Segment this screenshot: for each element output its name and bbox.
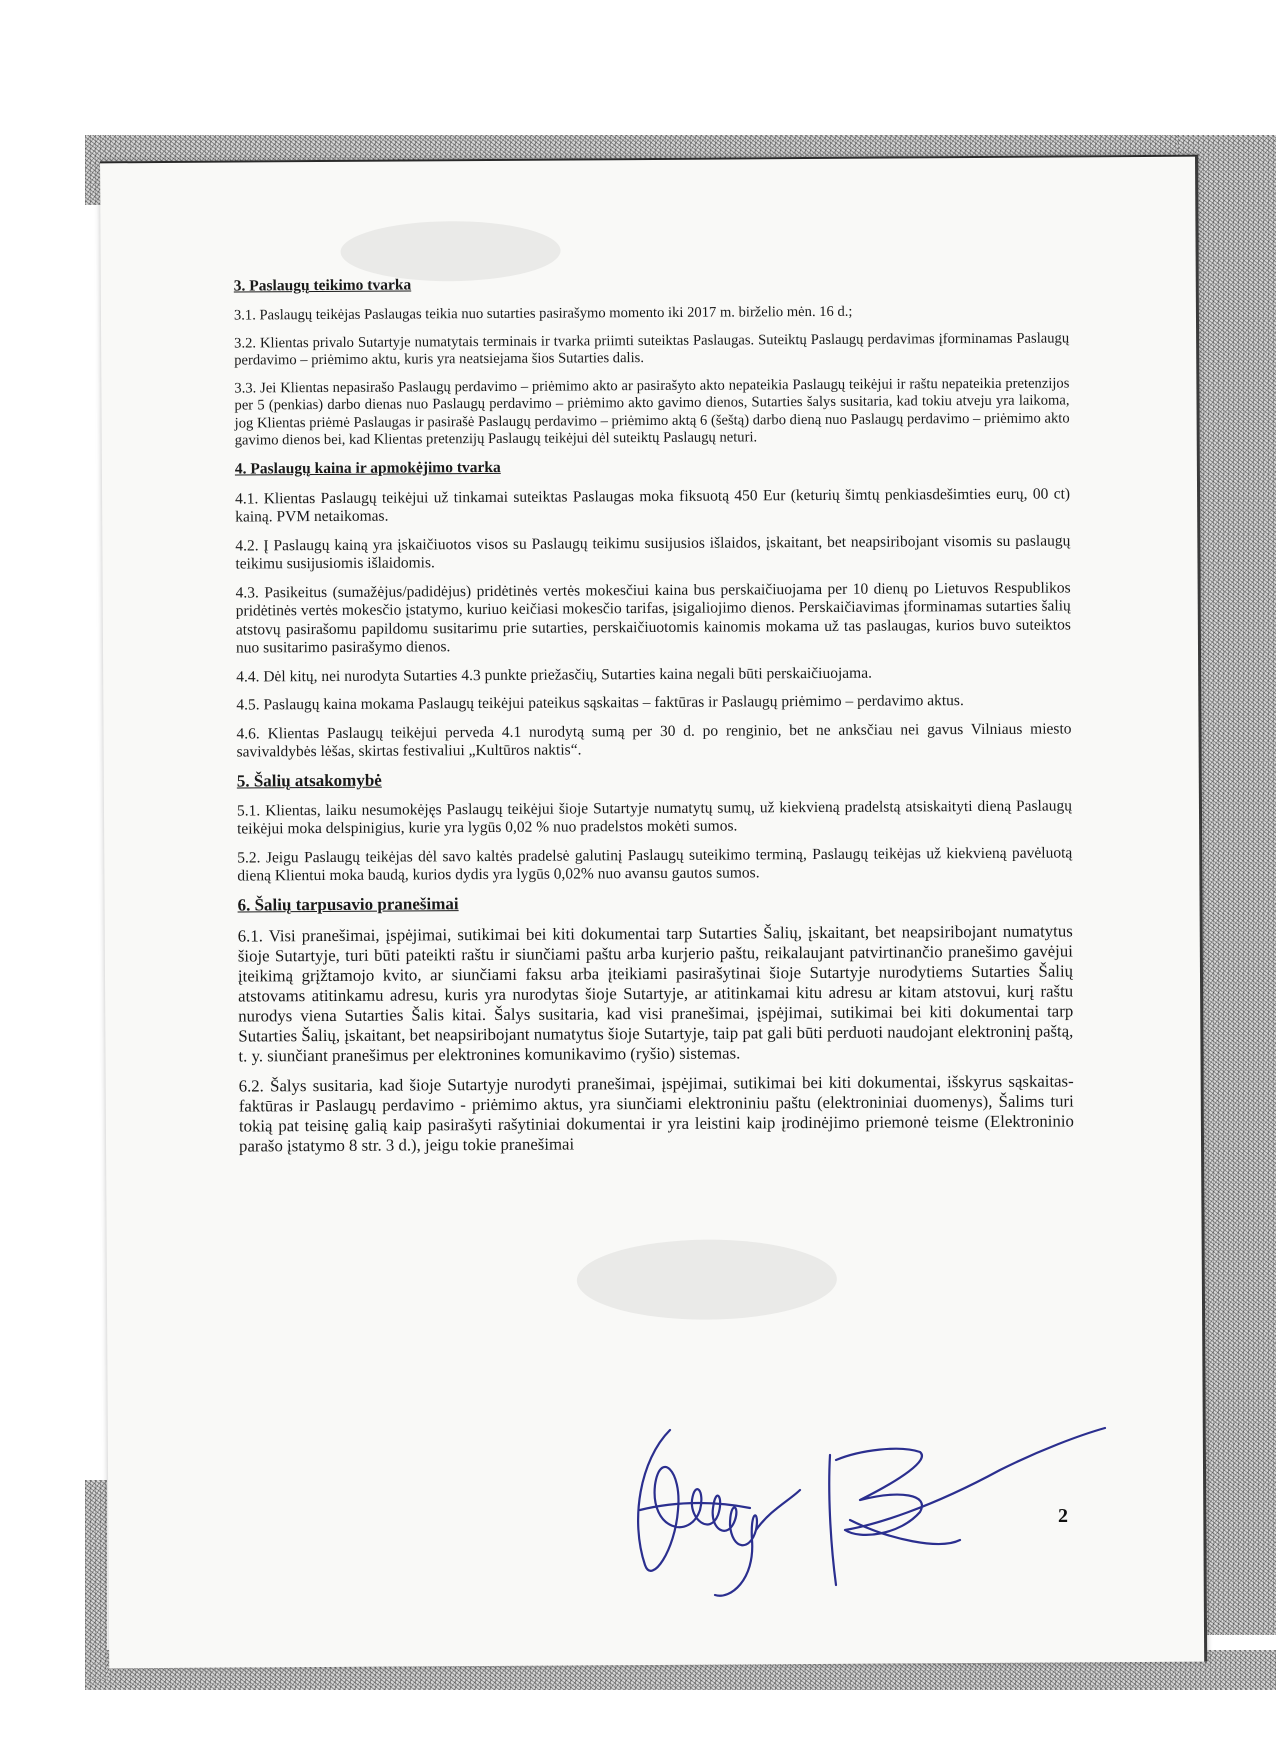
signature-area	[600, 1390, 1120, 1610]
signature-1	[638, 1430, 800, 1596]
paper-smudge	[577, 1239, 837, 1321]
signature-2	[829, 1428, 1105, 1585]
clause-paragraph: 6.2. Šalys susitaria, kad šioje Sutartyje nurodyti pranešimai, įspėjimai, sutikimai bei kiti dokumentai, išskyrus sąskaitas-faktūras ir Paslaugų perdavimo - priėmimo aktus, yra siunčiami elektroniniu paštu (elektroniniai duomenys), Šalims turi tokią pat teisinę galią kaip pasirašyti rašytiniai dokumentai ir yra leistini kaip įrodinėjimo priemonė teisme (Elektroninio parašo įstatymo 8 str. 3 d.), jeigu tokie pranešimai	[238, 1070, 1074, 1156]
clause-paragraph: 4.2. Į Paslaugų kainą yra įskaičiuotos visos su Paslaugų teikimu susijusios išlaidos, įskaitant, bet neapsiribojant visomis su paslaugų teikimu susijusiomis išlaidomis.	[235, 531, 1071, 573]
clause-paragraph: 6.1. Visi pranešimai, įspėjimai, sutikimai bei kiti dokumentai tarp Sutarties Šalių, įskaitant, bet neapsiribojant numatytus šioje Sutartyje, turi būti pateikti raštu ir siunčiami paštu arba kurjerio paštu, reikalaujant patvirtinančio pranešimo gavėjui įteikimą grįžtamojo kvito, ar siunčiami faksu arba įteikiami pasirašytinai šioje Sutartyje nurodytiems Sutarties Šalių atstovams atitinkamu adresu, kuris yra nurodytas šioje Sutartyje, ar atitinkamai kitu adresu ar kitam atstovui, kurį raštu nurodys viena Sutarties Šalis kitai. Šalys susitaria, kad visi pranešimai, įspėjimai, sutikimai bei kiti dokumentai tarp Sutarties Šalių, įskaitant, bet neapsiribojant numatytus šioje Sutartyje, taip pat gali būti perduoti naudojant elektroninį paštą, t. y. siunčiant pranešimus per elektronines komunikavimo (ryšio) sistemas.	[237, 920, 1074, 1066]
page-number: 2	[1058, 1505, 1068, 1527]
scan-noise-left	[85, 1480, 107, 1680]
document-body	[234, 272, 1074, 1166]
clause-paragraph: 5.1. Klientas, laiku nesumokėjęs Paslaugų teikėjui šioje Sutartyje numatytų sumų, už kiekvieną pradelstą atsiskaityti dieną Paslaugų teikėjui moka delspinigius, kurie yra lygūs 0,02 % nuo pradelstos mokėti sumos.	[236, 796, 1073, 838]
section-heading: 6. Šalių tarpusavio pranešimai	[237, 893, 459, 915]
clause-paragraph: 4.5. Paslaugų kaina mokama Paslaugų teikėjui pateikus sąskaitas – faktūras ir Paslaugų priėmimo – perdavimo aktus.	[236, 692, 964, 714]
clause-paragraph: 3.3. Jei Klientas nepasirašo Paslaugų perdavimo – priėmimo akto ar pasirašyto akto nepateikia Paslaugų teikėjui ir raštu nepateikia pretenzijos per 5 (penkias) darbo dienas nuo Paslaugų perdavimo – priėmimo akto gavimo dienos, Sutarties šalys susitaria, kad tokiu atveju yra laikoma, jog Klientas priėmė Paslaugas ir pasirašė Paslaugų perdavimo – priėmimo aktą 6 (šeštą) darbo dieną nuo Paslaugų perdavimo – priėmimo akto gavimo dienos bei, kad Klientas pretenzijų Paslaugų teikėjui dėl suteiktų Paslaugų neturi.	[234, 374, 1070, 449]
section-heading: 3. Paslaugų teikimo tvarka	[233, 276, 412, 295]
clause-paragraph: 4.6. Klientas Paslaugų teikėjui perveda 4.1 nurodytą sumą per 30 d. po renginio, bet ne anksčiau nei gavus Vilniaus miesto savivaldybės lėšas, skirtas festivaliui „Kultūros naktis“.	[236, 719, 1072, 761]
paper-smudge	[340, 221, 560, 282]
clause-paragraph: 4.1. Klientas Paslaugų teikėjui už tinkamai suteiktas Paslaugas moka fiksuotą 450 Eur (keturių šimtų penkiasdešimties eurų, 00 ct) kainą. PVM netaikomas.	[235, 484, 1071, 526]
clause-paragraph: 4.3. Pasikeitus (sumažėjus/padidėjus) pridėtinės vertės mokesčiui kaina bus perskaičiuojama per 10 dienų po Lietuvos Respublikos pridėtinės vertės mokesčio įstatymo, kuriuo keičiasi mokesčio tarifas, įsigaliojimo dienos. Perskaičiavimas įforminamas sutarties šalių atstovų pasirašomu papildomu susitarimu prie sutarties, perskaičiuotomis kainomis mokama už tas paslaugas, kurios buvo suteiktos nuo susitarimo pasirašymo dienos.	[235, 578, 1071, 657]
section-heading: 5. Šalių atsakomybė	[236, 770, 382, 791]
clause-paragraph: 4.4. Dėl kitų, nei nurodyta Sutarties 4.3 punkte priežasčių, Sutarties kaina negali būti perskaičiuojama.	[236, 664, 872, 686]
clause-paragraph: 3.2. Klientas privalo Sutartyje numatytais terminais ir tvarka priimti suteiktas Paslaugas. Suteiktų Paslaugų perdavimas įforminamas Paslaugų perdavimo – priėmimo aktu, kuris yra neatsiejama šios Sutarties dalis.	[234, 329, 1070, 369]
clause-paragraph: 3.1. Paslaugų teikėjas Paslaugas teikia nuo sutarties pasirašymo momento iki 2017 m. birželio mėn. 16 d.;	[233, 303, 853, 324]
clause-paragraph: 5.2. Jeigu Paslaugų teikėjas dėl savo kaltės pradelsė galutinį Paslaugų suteikimo terminą, Paslaugų teikėjas už kiekvieną pavėluotą dieną Klientui moka baudą, kurios dydis yra lygūs 0,02% nuo avansu gautos sumos.	[237, 843, 1073, 885]
section-heading: 4. Paslaugų kaina ir apmokėjimo tvarka	[234, 458, 501, 478]
handwritten-signatures-icon	[600, 1390, 1120, 1610]
